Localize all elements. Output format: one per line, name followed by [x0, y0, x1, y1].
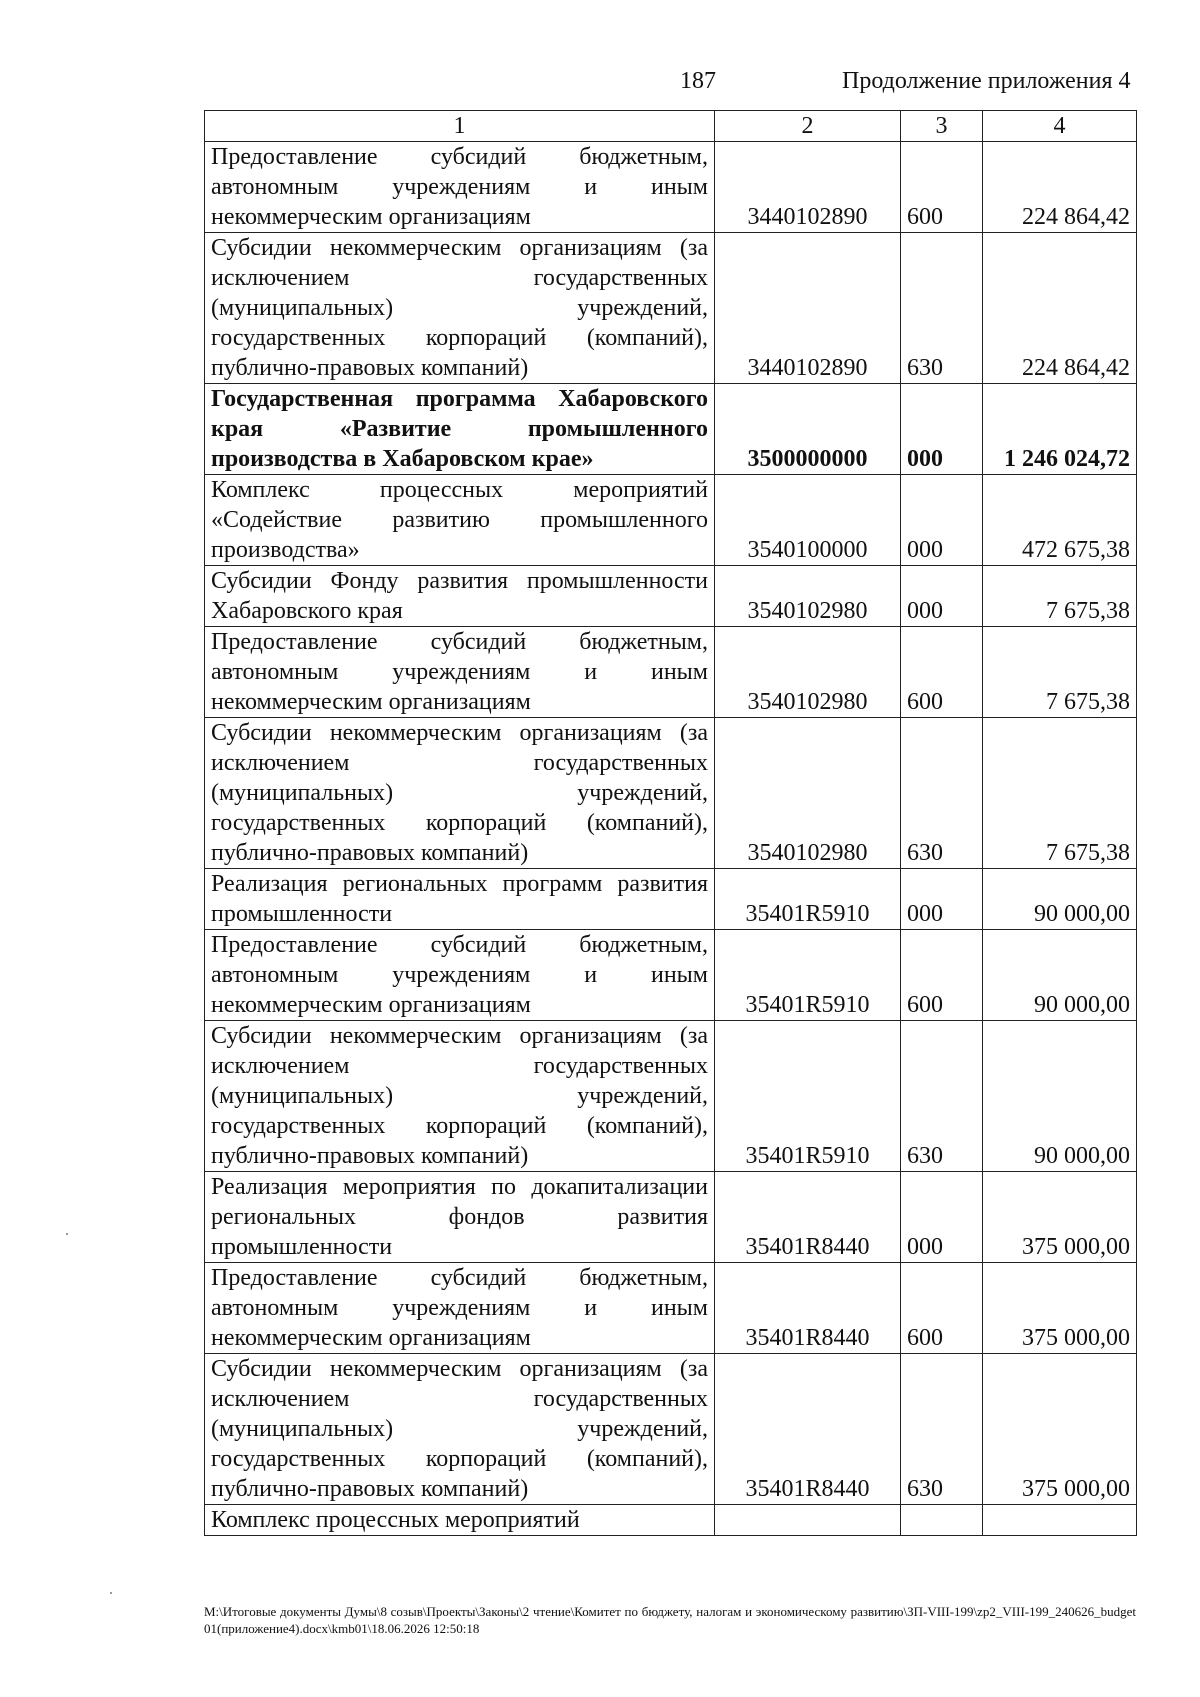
row-name: Комплекс процессных мероприятий: [205, 1505, 715, 1536]
row-expense-type: 600: [901, 142, 983, 233]
row-sum: 224 864,42: [983, 233, 1137, 384]
row-target-code: 3500000000: [715, 384, 901, 475]
row-expense-type: 000: [901, 1172, 983, 1263]
row-sum: 375 000,00: [983, 1172, 1137, 1263]
row-name: Предоставление субсидий бюджетным, автономным учреждениям и иным некоммерческим организациям: [205, 627, 715, 718]
row-expense-type: 000: [901, 869, 983, 930]
row-sum: 472 675,38: [983, 475, 1137, 566]
budget-allocation-table: [204, 110, 1137, 1536]
row-target-code: 3440102890: [715, 233, 901, 384]
row-sum: 90 000,00: [983, 930, 1137, 1021]
table-row: [205, 475, 1137, 566]
row-sum: 375 000,00: [983, 1263, 1137, 1354]
row-sum: 90 000,00: [983, 869, 1137, 930]
row-target-code: 3540100000: [715, 475, 901, 566]
row-expense-type: 630: [901, 718, 983, 869]
row-expense-type: 600: [901, 930, 983, 1021]
row-sum: 7 675,38: [983, 718, 1137, 869]
row-sum: [983, 1505, 1137, 1536]
row-expense-type: 000: [901, 475, 983, 566]
column-number-row: [205, 111, 1137, 142]
row-expense-type: 630: [901, 1021, 983, 1172]
row-expense-type: [901, 1505, 983, 1536]
row-target-code: 35401R5910: [715, 930, 901, 1021]
appendix-continuation-label: Продолжение приложения 4: [842, 68, 1131, 94]
row-target-code: 35401R8440: [715, 1172, 901, 1263]
row-sum: 90 000,00: [983, 1021, 1137, 1172]
row-name: Предоставление субсидий бюджетным, автономным учреждениям и иным некоммерческим организациям: [205, 142, 715, 233]
row-name: Субсидии Фонду развития промышленности Хабаровского края: [205, 566, 715, 627]
row-target-code: 35401R5910: [715, 869, 901, 930]
row-expense-type: 630: [901, 233, 983, 384]
row-sum: 7 675,38: [983, 566, 1137, 627]
row-name: Комплекс процессных мероприятий «Содействие развитию промышленного производства»: [205, 475, 715, 566]
row-name: Субсидии некоммерческим организациям (за исключением государственных (муниципальных) учреждений, государственных корпораций (компаний), публично-правовых компаний): [205, 233, 715, 384]
table-body: [205, 142, 1137, 1536]
row-name: Реализация мероприятия по докапитализации региональных фондов развития промышленности: [205, 1172, 715, 1263]
row-name: Субсидии некоммерческим организациям (за исключением государственных (муниципальных) учреждений, государственных корпораций (компаний), публично-правовых компаний): [205, 1354, 715, 1505]
table-row: [205, 1263, 1137, 1354]
column-header-4: 4: [983, 111, 1137, 142]
row-expense-type: 000: [901, 384, 983, 475]
table-row: [205, 1505, 1137, 1536]
row-target-code: 35401R5910: [715, 1021, 901, 1172]
table-row-program: [205, 384, 1137, 475]
row-expense-type: 630: [901, 1354, 983, 1505]
row-name: Субсидии некоммерческим организациям (за исключением государственных (муниципальных) учреждений, государственных корпораций (компаний), публично-правовых компаний): [205, 718, 715, 869]
table-row: [205, 1354, 1137, 1505]
row-sum: 1 246 024,72: [983, 384, 1137, 475]
row-target-code: 35401R8440: [715, 1263, 901, 1354]
row-name: Реализация региональных программ развития промышленности: [205, 869, 715, 930]
table-row: [205, 718, 1137, 869]
row-name: Предоставление субсидий бюджетным, автономным учреждениям и иным некоммерческим организациям: [205, 930, 715, 1021]
row-sum: 7 675,38: [983, 627, 1137, 718]
table-row: [205, 142, 1137, 233]
table-row: [205, 869, 1137, 930]
scan-speck: [110, 1592, 112, 1594]
row-name: Государственная программа Хабаровского края «Развитие промышленного производства в Хабаровском крае»: [205, 384, 715, 475]
table-row: [205, 627, 1137, 718]
scan-speck: [66, 1233, 68, 1235]
row-target-code: 3540102980: [715, 566, 901, 627]
column-header-3: 3: [901, 111, 983, 142]
page-number: 187: [680, 68, 716, 94]
row-expense-type: 600: [901, 1263, 983, 1354]
table-row: [205, 233, 1137, 384]
table-row: [205, 930, 1137, 1021]
table-header: [205, 111, 1137, 142]
column-header-2: 2: [715, 111, 901, 142]
table-row: [205, 566, 1137, 627]
row-target-code: 3540102980: [715, 718, 901, 869]
document-file-path: M:\Итоговые документы Думы\8 созыв\Проекты\Законы\2 чтение\Комитет по бюджету, налогам и экономическому развитию\ЗП-VIII-199\zp2_VIII-199_240626_budget01(приложение4).docx\kmb01\18.06.2026 12:50:18: [204, 1604, 1136, 1636]
row-expense-type: 600: [901, 627, 983, 718]
row-target-code: [715, 1505, 901, 1536]
table-row: [205, 1172, 1137, 1263]
row-sum: 224 864,42: [983, 142, 1137, 233]
row-name: Субсидии некоммерческим организациям (за исключением государственных (муниципальных) учреждений, государственных корпораций (компаний), публично-правовых компаний): [205, 1021, 715, 1172]
row-expense-type: 000: [901, 566, 983, 627]
table-row: [205, 1021, 1137, 1172]
row-target-code: 35401R8440: [715, 1354, 901, 1505]
column-header-1: 1: [205, 111, 715, 142]
row-target-code: 3540102980: [715, 627, 901, 718]
row-name: Предоставление субсидий бюджетным, автономным учреждениям и иным некоммерческим организациям: [205, 1263, 715, 1354]
row-target-code: 3440102890: [715, 142, 901, 233]
row-sum: 375 000,00: [983, 1354, 1137, 1505]
